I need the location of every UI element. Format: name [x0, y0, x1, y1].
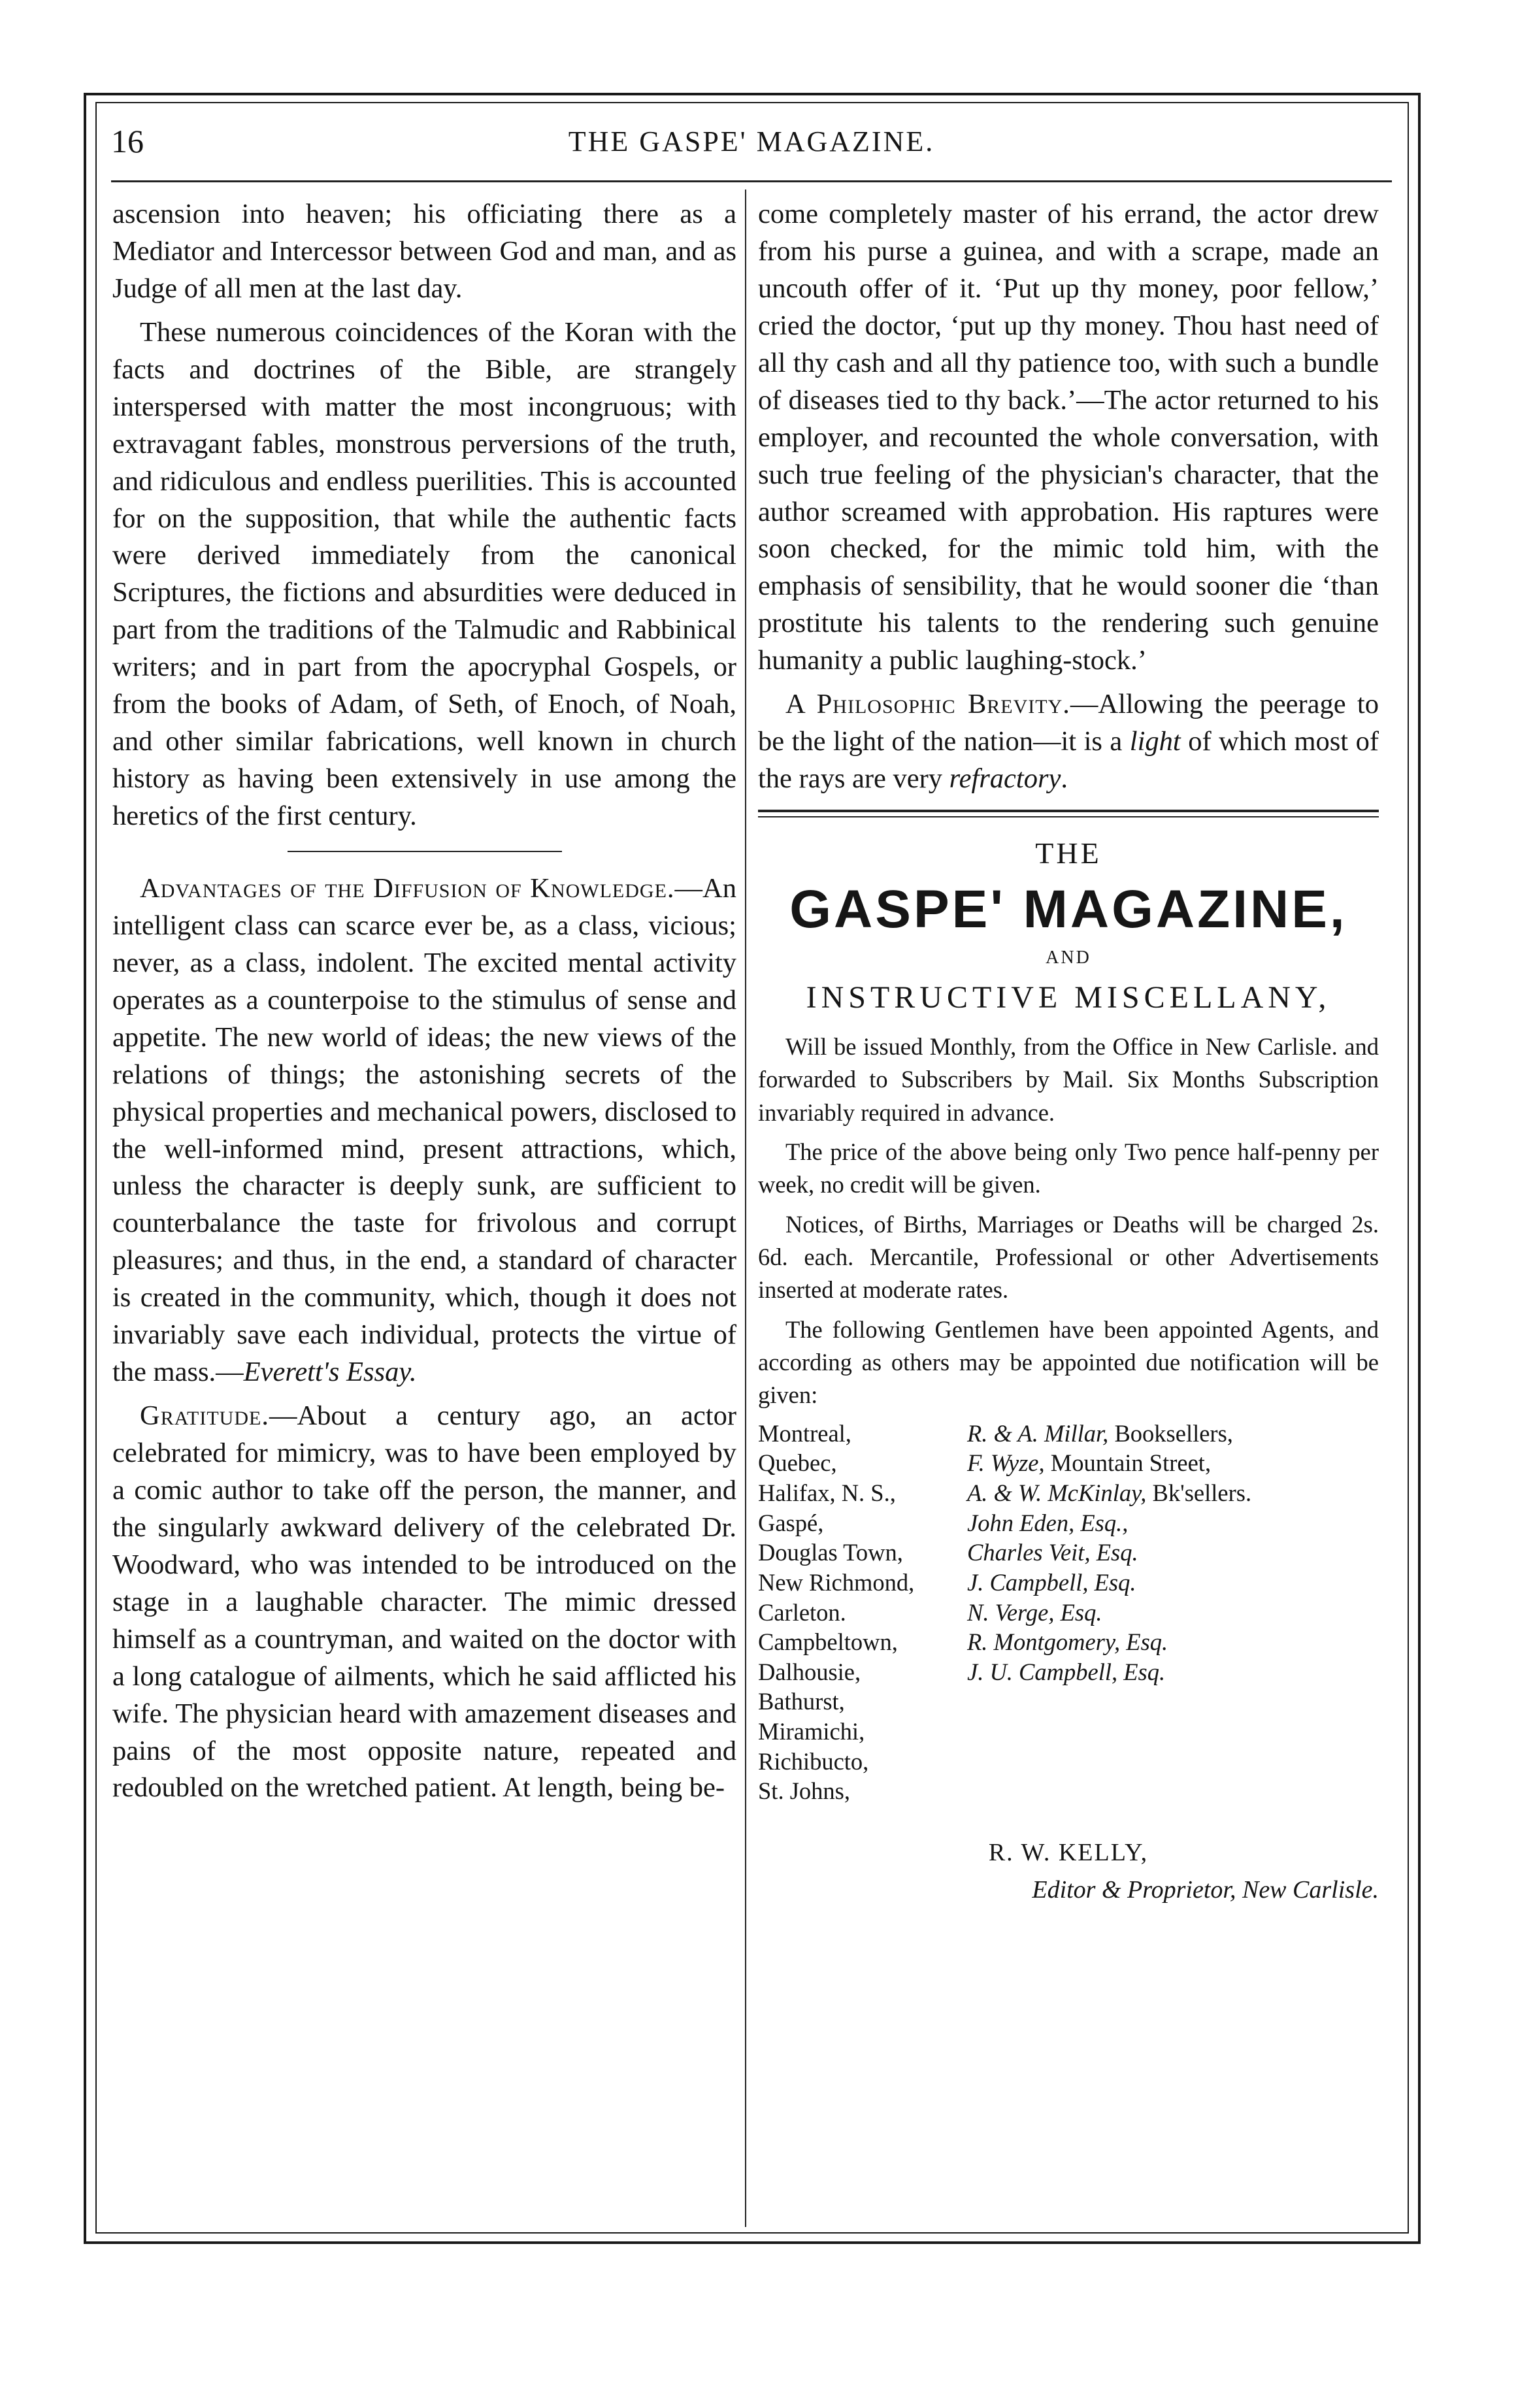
agent-row [758, 1598, 1379, 1628]
brevity-text-2: of which most of the rays are very [758, 726, 1379, 795]
agent-name: A. & W. McKinlay, [967, 1479, 1147, 1507]
agent-row [758, 1568, 1379, 1598]
agent-name: John Eden, Esq., [967, 1509, 1129, 1536]
agent-cell [967, 1478, 1379, 1508]
agent-cell [967, 1538, 1379, 1568]
agent-town: Halifax, N. S., [758, 1479, 896, 1507]
agent-row [758, 1776, 1379, 1806]
agent-town: New Richmond, [758, 1568, 915, 1596]
right-column [758, 196, 1379, 1907]
agent-row [758, 1687, 1379, 1717]
brevity-light: light [1129, 726, 1181, 757]
page-number: 16 [111, 123, 144, 159]
agent-cell [967, 1747, 1379, 1777]
koran-continuation: ascension into heaven; his officiating there as a Mediator and Intercessor between God and man, and as Judge of all men at the last day. [112, 199, 736, 304]
agent-name: Charles Veit, Esq. [967, 1539, 1138, 1566]
agent-cell [967, 1568, 1379, 1598]
agent-cell [967, 1717, 1379, 1747]
agent-cell [967, 1598, 1379, 1628]
agent-town: Douglas Town, [758, 1539, 903, 1566]
ad-price-notice: The price of the above being only Two pence half-penny per week, no credit will be given. [758, 1138, 1379, 1198]
gratitude-title: Gratitude. [140, 1400, 269, 1432]
advantages-text: —An intelligent class can scarce ever be, as a class, vicious; never, as a class, indolent. The excited mental activity operates as a counterpoise to the stimulus of sense and appetite. The new world of ideas; the new views of the relations of things; the astonishing secrets of the physical properties and mechanical powers, disclosed to the well-informed mind, present attractions, which, unless the character is deeply sunk, are sufficient to counterbalance the taste for frivolous and corrupt pleasures; and thus, in the end, a standard of character is created in the community, which, though it does not invariably save each individual, protects the virtue of the mass.— [112, 872, 736, 1388]
agent-town: Dalhousie, [758, 1658, 861, 1685]
ad-magazine-name: GASPE' MAGAZINE, [789, 879, 1347, 939]
agent-name: R. Montgomery, Esq. [967, 1628, 1168, 1656]
agent-row [758, 1717, 1379, 1747]
agent-town: Montreal, [758, 1419, 851, 1447]
agent-row [758, 1478, 1379, 1508]
agent-town: Carleton. [758, 1598, 846, 1626]
agent-town: Miramichi, [758, 1718, 865, 1745]
gratitude-article [112, 1398, 736, 1807]
brevity-text: —Allowing the peerage to be the light of the nation—it is a [758, 689, 1379, 757]
running-title: THE GASPE' MAGAZINE. [568, 125, 935, 157]
ad-the: THE [1035, 836, 1102, 870]
agent-cell [967, 1627, 1379, 1657]
agent-row [758, 1419, 1379, 1449]
agent-town: Richibucto, [758, 1747, 869, 1775]
section-rule [288, 851, 562, 852]
advantages-title: Advantages of the Diffusion of Knowledge. [140, 872, 675, 904]
brevity-end: . [1061, 763, 1068, 795]
advantages-article [112, 870, 736, 1391]
agent-town: Quebec, [758, 1449, 837, 1477]
column-divider [745, 190, 746, 2227]
agent-name: N. Verge, Esq. [967, 1598, 1102, 1626]
agent-cell [967, 1448, 1379, 1478]
agent-row [758, 1538, 1379, 1568]
brevity-article [758, 686, 1379, 798]
agent-town: Bathurst, [758, 1688, 845, 1715]
gratitude-continuation: come completely master of his errand, the actor drew from his purse a guinea, and with a scrape, made an uncouth offer of it. ‘Put up thy money, poor fellow,’ cried the doctor, ‘put up thy money. Thou hast need of all thy cash and all thy patience too, with such a bundle of diseases tied to thy back.’—The actor returned to his employer, and recounted the whole conversation, with such true feeling of the physician's character, that the author screamed with approbation. His raptures were soon checked, for the mimic told him, with the emphasis of sensibility, that he would sooner die ‘than prostitute his talents to the rendering such genuine humanity a public laughing-stock.’ [758, 199, 1379, 676]
koran-paragraph: These numerous coincidences of the Koran with the facts and doctrines of the Bible, are strangely interspersed with matter the most incongruous; with extravagant fables, monstrous perversions of the truth, and ridiculous and endless puerilities. This is accounted for on the supposition, that while the authentic facts were derived immediately from the canonical Scriptures, the fictions and absurdities were deduced in part from the traditions of the Talmudic and Rabbinical writers; and in part from the apocryphal Gospels, or from the books of Adam, of Seth, of Enoch, of Noah, and other similar fabrications, well known in church history as having been extensively in use among the heretics of the first century. [112, 316, 736, 831]
agent-cell [967, 1657, 1379, 1687]
agent-row [758, 1448, 1379, 1478]
ad-subtitle: INSTRUCTIVE MISCELLANY, [806, 980, 1331, 1015]
agent-extra: Mountain Street, [1044, 1449, 1212, 1477]
agent-town: Gaspé, [758, 1509, 824, 1536]
brevity-refractory: refractory [949, 763, 1061, 795]
left-column [112, 196, 736, 1813]
agent-name: J. Campbell, Esq. [967, 1568, 1136, 1596]
agent-town: St. Johns, [758, 1777, 850, 1805]
agent-row [758, 1747, 1379, 1777]
ad-notices: Notices, of Births, Marriages or Deaths will be charged 2s. 6d. each. Mercantile, Professional or other Advertisements inserted at moderate rates. [758, 1210, 1379, 1304]
gratitude-text: —About a century ago, an actor celebrated for mimicry, was to have been employed by a comic author to take off the person, the manner, and the singularly awkward delivery of the celebrated Dr. Woodward, who was intended to be introduced on the stage in a laughable character. The mimic dressed himself as a countryman, and waited on the doctor with a long catalogue of ailments, which he said afflicted his wife. The physician heard with amazement diseases and pains of the most opposite nature, repeated and redoubled on the wretched patient. At length, being be- [112, 1400, 736, 1804]
advertisement-rule [758, 810, 1379, 817]
page-header [111, 112, 1392, 170]
header-rule [111, 180, 1392, 182]
editor-name: R. W. KELLY, [988, 1838, 1149, 1866]
brevity-title: A Philosophic Brevity. [785, 689, 1070, 720]
editor-title: Editor & Proprietor, New Carlisle. [1032, 1875, 1379, 1904]
ad-agents-intro: The following Gentlemen have been appointed Agents, and according as others may be appointed due notification will be given: [758, 1315, 1379, 1409]
agent-extra: Booksellers, [1108, 1419, 1233, 1447]
agent-row [758, 1627, 1379, 1657]
agent-town: Campbeltown, [758, 1628, 898, 1656]
ad-and: AND [1046, 948, 1091, 968]
agent-row [758, 1657, 1379, 1687]
agent-name: R. & A. Millar, [967, 1419, 1109, 1447]
magazine-advertisement [758, 833, 1379, 1907]
advantages-source: Everett's Essay. [243, 1357, 417, 1388]
agents-table [758, 1419, 1379, 1806]
agent-row [758, 1508, 1379, 1538]
agent-name: F. Wyze, [967, 1449, 1045, 1477]
agent-cell [967, 1508, 1379, 1538]
agent-extra: Bk'sellers. [1146, 1479, 1252, 1507]
agent-cell [967, 1419, 1379, 1449]
agent-cell [967, 1687, 1379, 1717]
ad-issue-notice: Will be issued Monthly, from the Office in New Carlisle. and forwarded to Subscribers by Mail. Six Months Subscription invariably required in advance. [758, 1032, 1379, 1126]
agent-name: J. U. Campbell, Esq. [967, 1658, 1166, 1685]
agent-cell [967, 1776, 1379, 1806]
